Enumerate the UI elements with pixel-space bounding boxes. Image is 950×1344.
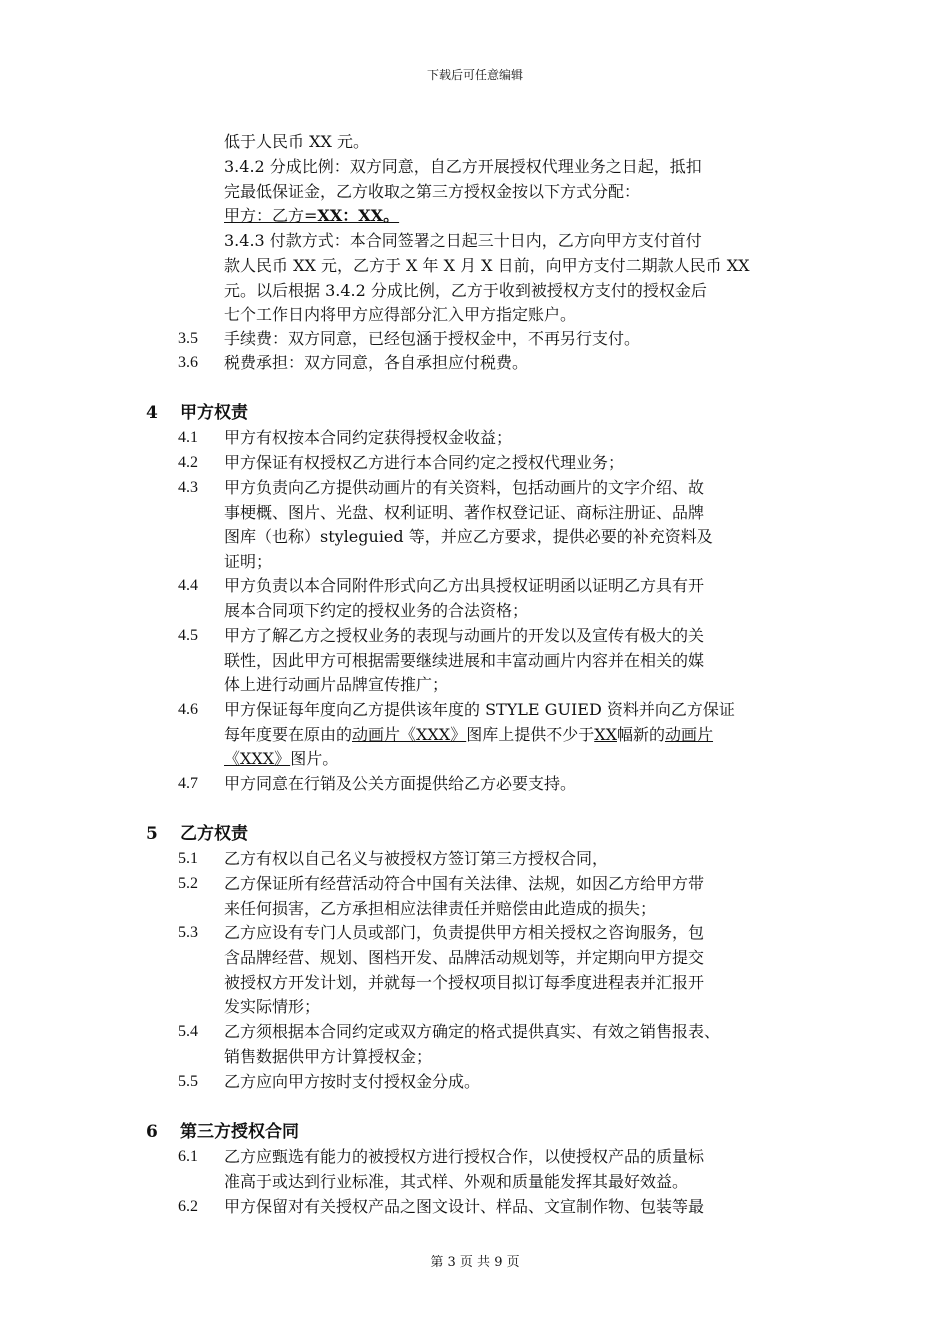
clause-6-1-line: 准高于或达到行业标准，其式样、外观和质量能发挥其最好效益。 — [224, 1172, 689, 1191]
clause-5-3-line: 含品牌经营、规划、图档开发、品牌活动规划等，并定期向甲方提交 — [224, 948, 705, 967]
clause-5-2-line: 来任何损害，乙方承担相应法律责任并赔偿由此造成的损失； — [224, 899, 657, 918]
clause-4-3-line: 甲方负责向乙方提供动画片的有关资料，包括动画片的文字介绍、故 — [224, 478, 705, 497]
clause-4-6-line — [224, 746, 338, 772]
clause-5-5-text: 乙方应向甲方按时支付授权金分成。 — [224, 1072, 481, 1091]
clause-5-3-line: 乙方应设有专门人员或部门，负责提供甲方相关授权之咨询服务，包 — [224, 923, 705, 942]
clause-4-2-text: 甲方保证有权授权乙方进行本合同约定之授权代理业务； — [224, 453, 625, 472]
clause-4-7-text: 甲方同意在行销及公关方面提供给乙方必要支持。 — [224, 774, 577, 793]
underlined-run: 动画片 — [665, 725, 714, 744]
clause-number: 6.2 — [178, 1198, 198, 1215]
page-footer: 第 3 页 共 9 页 — [430, 1255, 520, 1270]
clause-number: 5.2 — [178, 875, 198, 892]
page-header: 下载后可任意编辑 — [426, 68, 523, 82]
clause-5-1-text: 乙方有权以自己名义与被授权方签订第三方授权合同， — [224, 849, 609, 868]
clause-number: 5.3 — [178, 924, 198, 941]
clause-5-3-line: 被授权方开发计划，并就每一个授权项目拟订每季度进程表并汇报开 — [224, 973, 705, 992]
clause-number: 4.4 — [178, 577, 198, 594]
clause-number: 5.5 — [178, 1073, 198, 1090]
ratio-value: XX：XX。 — [317, 206, 400, 225]
clause-4-3-line: 证明； — [224, 552, 273, 571]
clause-5-3-line: 发实际情形； — [224, 997, 321, 1016]
clause-number: 5.1 — [178, 850, 198, 867]
section-5-title: 乙方权责 — [180, 824, 248, 844]
clause-4-5-line: 体上进行动画片品牌宣传推广； — [224, 675, 449, 694]
underlined-run: 《XXX》 — [224, 749, 291, 768]
clause-number: 4.3 — [178, 479, 198, 496]
clause-3-4-2-line: 3.4.2 分成比例：双方同意，自乙方开展授权代理业务之日起，抵扣 — [224, 157, 702, 176]
clause-number: 4.1 — [178, 429, 198, 446]
clause-4-4-line: 展本合同项下约定的授权业务的合法资格； — [224, 601, 529, 620]
section-6-title: 第三方授权合同 — [180, 1122, 299, 1142]
clause-3-4-3-line: 款人民币 XX 元，乙方于 X 年 X 月 X 日前，向甲方支付二期款人民币 XX — [224, 256, 750, 275]
clause-3-4-3-line: 3.4.3 付款方式：本合同签署之日起三十日内，乙方向甲方支付首付 — [224, 231, 702, 250]
clause-3-4-3-line: 元。以后根据 3.4.2 分成比例，乙方于收到被授权方支付的授权金后 — [224, 281, 707, 300]
clause-5-4-line: 乙方须根据本合同约定或双方确定的格式提供真实、有效之销售报表、 — [224, 1022, 721, 1041]
clause-3-4-2-line: 完最低保证金，乙方收取之第三方授权金按以下方式分配： — [224, 182, 641, 201]
section-4-number: 4 — [146, 403, 158, 423]
clause-number: 3.5 — [178, 330, 198, 347]
clause-3-5-text: 手续费：双方同意，已经包涵于授权金中，不再另行支付。 — [224, 329, 641, 348]
clause-4-6-line — [224, 722, 713, 748]
clause-number: 4.2 — [178, 454, 198, 471]
text-run: 每年度要在原由的 — [224, 725, 353, 744]
ratio-line — [224, 203, 399, 229]
section-5-number: 5 — [146, 824, 158, 844]
ratio-label: 甲方：乙方= — [224, 206, 318, 225]
clause-4-4-line: 甲方负责以本合同附件形式向乙方出具授权证明函以证明乙方具有开 — [224, 576, 705, 595]
clause-number: 4.6 — [178, 701, 198, 718]
clause-number: 6.1 — [178, 1148, 198, 1165]
clause-3-4-3-line: 七个工作日内将甲方应得部分汇入甲方指定账户。 — [224, 305, 577, 324]
section-4-title: 甲方权责 — [180, 403, 248, 423]
clause-4-3-line: 事梗概、图片、光盘、权利证明、著作权登记证、商标注册证、品牌 — [224, 503, 705, 522]
clause-4-5-line: 甲方了解乙方之授权业务的表现与动画片的开发以及宣传有极大的关 — [224, 626, 705, 645]
underlined-run: 动画片《XXX》 — [352, 725, 467, 744]
clause-5-4-line: 销售数据供甲方计算授权金； — [224, 1047, 433, 1066]
text-run: 图片。 — [290, 749, 339, 768]
section-6-number: 6 — [146, 1122, 158, 1142]
clause-number: 4.5 — [178, 627, 198, 644]
body-line: 低于人民币 XX 元。 — [224, 132, 369, 151]
clause-3-6-text: 税费承担：双方同意，各自承担应付税费。 — [224, 353, 529, 372]
clause-4-6-line: 甲方保证每年度向乙方提供该年度的 STYLE GUIED 资料并向乙方保证 — [224, 700, 735, 719]
clause-4-1-text: 甲方有权按本合同约定获得授权金收益； — [224, 428, 513, 447]
clause-6-2-line: 甲方保留对有关授权产品之图文设计、样品、文宣制作物、包装等最 — [224, 1197, 705, 1216]
text-run: 图库上提供不少于 — [466, 725, 595, 744]
clause-6-1-line: 乙方应甄选有能力的被授权方进行授权合作，以使授权产品的质量标 — [224, 1147, 705, 1166]
clause-number: 4.7 — [178, 775, 198, 792]
clause-5-2-line: 乙方保证所有经营活动符合中国有关法律、法规，如因乙方给甲方带 — [224, 874, 705, 893]
text-run: 幅新的 — [617, 725, 666, 744]
clause-number: 5.4 — [178, 1023, 198, 1040]
underlined-run: XX — [594, 725, 617, 744]
clause-number: 3.6 — [178, 354, 198, 371]
clause-4-3-line: 图库（也称）styleguied 等，并应乙方要求，提供必要的补充资料及 — [224, 527, 713, 546]
clause-4-5-line: 联性，因此甲方可根据需要继续进展和丰富动画片内容并在相关的媒 — [224, 651, 705, 670]
